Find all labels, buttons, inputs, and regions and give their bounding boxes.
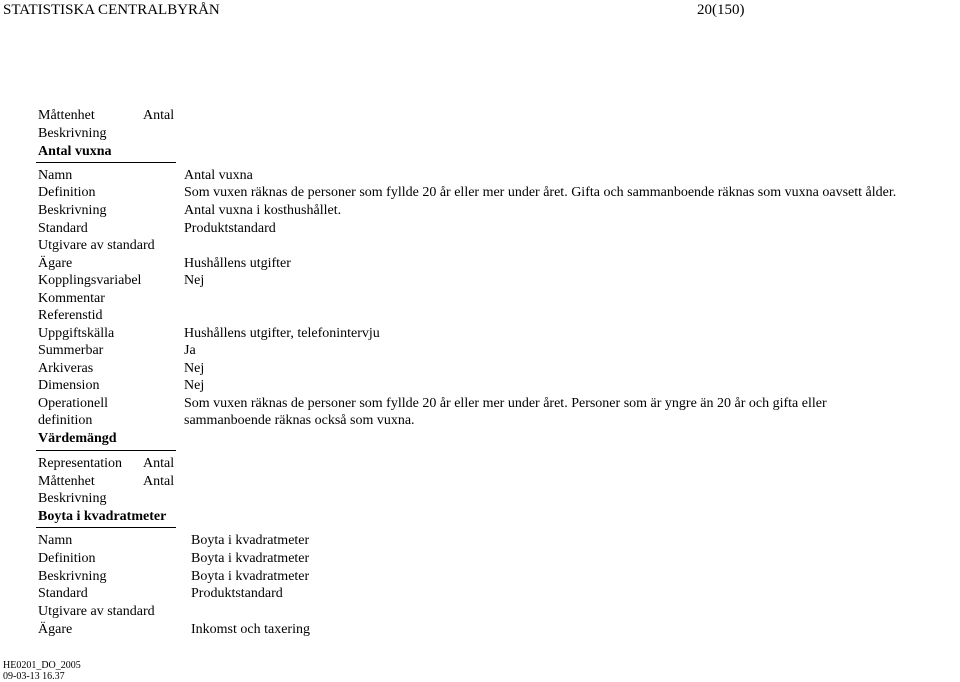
section-divider	[36, 162, 176, 163]
row-label-standard: Standard	[38, 586, 88, 601]
document-timestamp: 09-03-13 16.37	[3, 671, 65, 682]
agency-name: STATISTISKA CENTRALBYRÅN	[3, 2, 220, 18]
row-value-owner: Inkomst och taxering	[191, 622, 310, 637]
row-label-owner: Ägare	[38, 256, 73, 271]
unit-label: Måttenhet	[38, 108, 95, 123]
row-label-standard: Standard	[38, 221, 88, 236]
value-domain-heading: Värdemängd	[38, 431, 117, 446]
row-label-definition: Definition	[38, 551, 96, 566]
representation-label: Representation	[38, 456, 122, 471]
row-value-name: Antal vuxna	[184, 168, 253, 183]
row-label-definition: Definition	[38, 185, 96, 200]
document-id: HE0201_DO_2005	[3, 660, 81, 671]
row-label-archived: Arkiveras	[38, 361, 94, 376]
row-value-description: Antal vuxna i kosthushållet.	[184, 203, 342, 218]
representation-value: Antal	[143, 456, 175, 471]
row-label-standard-publisher: Utgivare av standard	[38, 604, 155, 619]
row-value-description: Boyta i kvadratmeter	[191, 569, 310, 584]
row-label-name: Namn	[38, 533, 73, 548]
unit-label: Måttenhet	[38, 474, 95, 489]
row-value-archived: Nej	[184, 361, 205, 376]
row-value-operational-1: Som vuxen räknas de personer som fyllde 20 år eller mer under året. Personer som är yngre än 20 år och gifta eller	[184, 396, 827, 411]
row-label-standard-publisher: Utgivare av standard	[38, 238, 155, 253]
row-value-standard: Produktstandard	[184, 221, 276, 236]
row-value-dimension: Nej	[184, 378, 205, 393]
unit-value: Antal	[143, 474, 175, 489]
row-value-definition: Boyta i kvadratmeter	[191, 551, 310, 566]
variable-title: Boyta i kvadratmeter	[38, 509, 167, 524]
row-label-reference-time: Referenstid	[38, 308, 103, 323]
row-label-link-variable: Kopplingsvariabel	[38, 273, 142, 288]
row-value-operational-2: sammanboende räknas också som vuxna.	[184, 413, 415, 428]
row-label-operational-2: definition	[38, 413, 93, 428]
section-divider	[36, 450, 176, 451]
row-value-link-variable: Nej	[184, 273, 205, 288]
row-label-operational-1: Operationell	[38, 396, 108, 411]
row-value-name: Boyta i kvadratmeter	[191, 533, 310, 548]
row-value-owner: Hushållens utgifter	[184, 256, 291, 271]
row-value-definition: Som vuxen räknas de personer som fyllde 20 år eller mer under året. Gifta och sammanboende räknas som vuxna oavsett ålder.	[184, 185, 897, 200]
section-divider	[36, 527, 176, 528]
row-value-data-source: Hushållens utgifter, telefonintervju	[184, 326, 380, 341]
row-label-name: Namn	[38, 168, 73, 183]
row-value-standard: Produktstandard	[191, 586, 283, 601]
unit-value: Antal	[143, 108, 175, 123]
description-label: Beskrivning	[38, 491, 107, 506]
variable-title: Antal vuxna	[38, 144, 112, 159]
row-label-summable: Summerbar	[38, 343, 104, 358]
row-label-comment: Kommentar	[38, 291, 105, 306]
row-label-description: Beskrivning	[38, 569, 107, 584]
description-label: Beskrivning	[38, 126, 107, 141]
row-label-data-source: Uppgiftskälla	[38, 326, 115, 341]
row-label-owner: Ägare	[38, 622, 73, 637]
row-label-dimension: Dimension	[38, 378, 100, 393]
row-label-description: Beskrivning	[38, 203, 107, 218]
page-number: 20(150)	[697, 2, 745, 18]
row-value-summable: Ja	[184, 343, 196, 358]
